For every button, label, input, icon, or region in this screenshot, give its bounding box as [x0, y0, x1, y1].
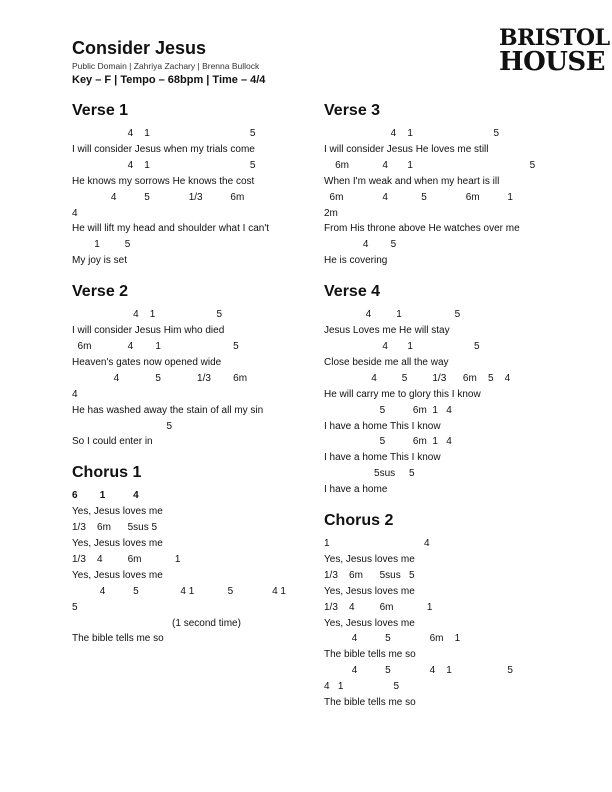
chord-line: 4 5 4 1 5 4 1 — [72, 585, 286, 597]
chord-line: 4 5 6m 1 — [324, 633, 461, 645]
lyric-line: I have a home — [324, 484, 388, 496]
chord-line: 4 5 4 1 5 — [324, 665, 513, 677]
section-verse-2 — [72, 281, 312, 450]
lyric-line: The bible tells me so — [324, 697, 416, 709]
chord-line: 6 1 4 — [72, 490, 139, 502]
lyric-line: My joy is set — [72, 255, 128, 267]
section-title: Chorus 1 — [72, 464, 142, 482]
chord-line: (1 second time) — [72, 617, 241, 629]
song-meta: Key – F | Tempo – 68bpm | Time – 4/4 — [72, 74, 266, 86]
lyric-line: I will consider Jesus He loves me still — [324, 143, 489, 155]
section-chorus-1 — [72, 462, 312, 647]
chord-line: 5sus 5 — [324, 468, 415, 480]
chord-line: 4 5 — [324, 239, 397, 251]
section-verse-3 — [324, 100, 564, 269]
right-column — [324, 100, 564, 723]
chord-line: 5 6m 1 4 — [324, 404, 452, 416]
lyric-line: I will consider Jesus when my trials come — [72, 143, 255, 155]
section-title: Verse 1 — [72, 102, 129, 119]
bristol-house-logo — [499, 25, 610, 77]
section-title: Verse 2 — [72, 283, 129, 301]
chord-line: 4 1 5 — [324, 128, 500, 139]
logo-line-1: BRISTOL — [499, 25, 610, 51]
chord-line: 4 1 5 — [72, 309, 223, 321]
chord-line: 5 6m 1 4 — [324, 436, 452, 448]
logo-line-2: HOUSE — [499, 47, 605, 77]
lyric-line: From His throne above He watches over me — [324, 223, 520, 235]
chord-line: 6m 4 5 6m 1 — [324, 191, 513, 203]
chord-line: 4 — [72, 388, 78, 400]
chord-line: 5 — [72, 420, 173, 432]
section-verse-1 — [72, 100, 312, 269]
lyric-line: Jesus Loves me He will stay — [324, 325, 450, 337]
chord-line: 1/3 6m 5sus 5 — [324, 569, 415, 581]
lyric-line: He has washed away the stain of all my sin — [72, 404, 264, 416]
chord-line: 4 1 5 — [72, 159, 256, 171]
lyric-line: Heaven's gates now opened wide — [72, 356, 222, 368]
lyric-line: I will consider Jesus Him who died — [72, 325, 225, 337]
lyric-line: He will lift my head and shoulder what I can't — [72, 223, 270, 235]
lyric-line: Yes, Jesus loves me — [72, 538, 163, 550]
lyric-line: Yes, Jesus loves me — [324, 617, 415, 629]
section-verse-4 — [324, 281, 564, 498]
chord-line: 1/3 4 6m 1 — [324, 601, 433, 613]
chord-line: 4 5 1/3 6m 5 4 — [324, 372, 511, 384]
lyric-line: Yes, Jesus loves me — [72, 506, 163, 518]
section-chorus-2 — [324, 510, 564, 711]
left-column — [72, 100, 312, 659]
lyric-line: The bible tells me so — [324, 649, 416, 661]
chord-line: 1 5 — [72, 239, 131, 251]
lyric-line: The bible tells me so — [72, 633, 164, 645]
chord-line: 4 1 5 — [324, 681, 400, 693]
lyric-line: I have a home This I know — [324, 452, 441, 464]
song-credits: Public Domain | Zahriya Zachary | Brenna Bullock — [72, 61, 260, 71]
lyric-line: Yes, Jesus loves me — [72, 569, 163, 581]
section-title: Chorus 2 — [324, 512, 394, 530]
lyric-line: Yes, Jesus loves me — [324, 553, 415, 565]
lyric-line: He knows my sorrows He knows the cost — [72, 175, 255, 187]
chord-line: 1 4 — [324, 538, 430, 550]
chord-line: 4 5 1/3 6m — [72, 191, 245, 203]
song-title: Consider Jesus — [72, 38, 207, 58]
chord-line: 5 — [72, 601, 78, 613]
chord-line: 4 5 1/3 6m — [72, 372, 248, 384]
chord-line: 4 — [72, 207, 78, 219]
lyric-line: I have a home This I know — [324, 420, 441, 432]
lyric-line: He is covering — [324, 255, 388, 267]
lyric-line: He will carry me to glory this I know — [324, 388, 481, 400]
lyric-line: Yes, Jesus loves me — [324, 585, 415, 597]
lyric-line: Close beside me all the way — [324, 356, 449, 368]
section-title: Verse 3 — [324, 102, 381, 119]
chord-line: 4 1 5 — [72, 128, 256, 139]
chord-line: 1/3 6m 5sus 5 — [72, 522, 158, 534]
chord-line: 6m 4 1 5 — [72, 340, 239, 352]
lyric-line: When I'm weak and when my heart is ill — [324, 175, 500, 187]
chord-line: 1/3 4 6m 1 — [72, 553, 181, 565]
chord-line: 2m — [324, 207, 338, 219]
chord-line: 4 1 5 — [324, 340, 480, 352]
lyric-line: So I could enter in — [72, 436, 153, 448]
chord-line: 6m 4 1 5 — [324, 159, 536, 171]
section-title: Verse 4 — [324, 283, 381, 301]
chord-line: 4 1 5 — [324, 309, 461, 321]
